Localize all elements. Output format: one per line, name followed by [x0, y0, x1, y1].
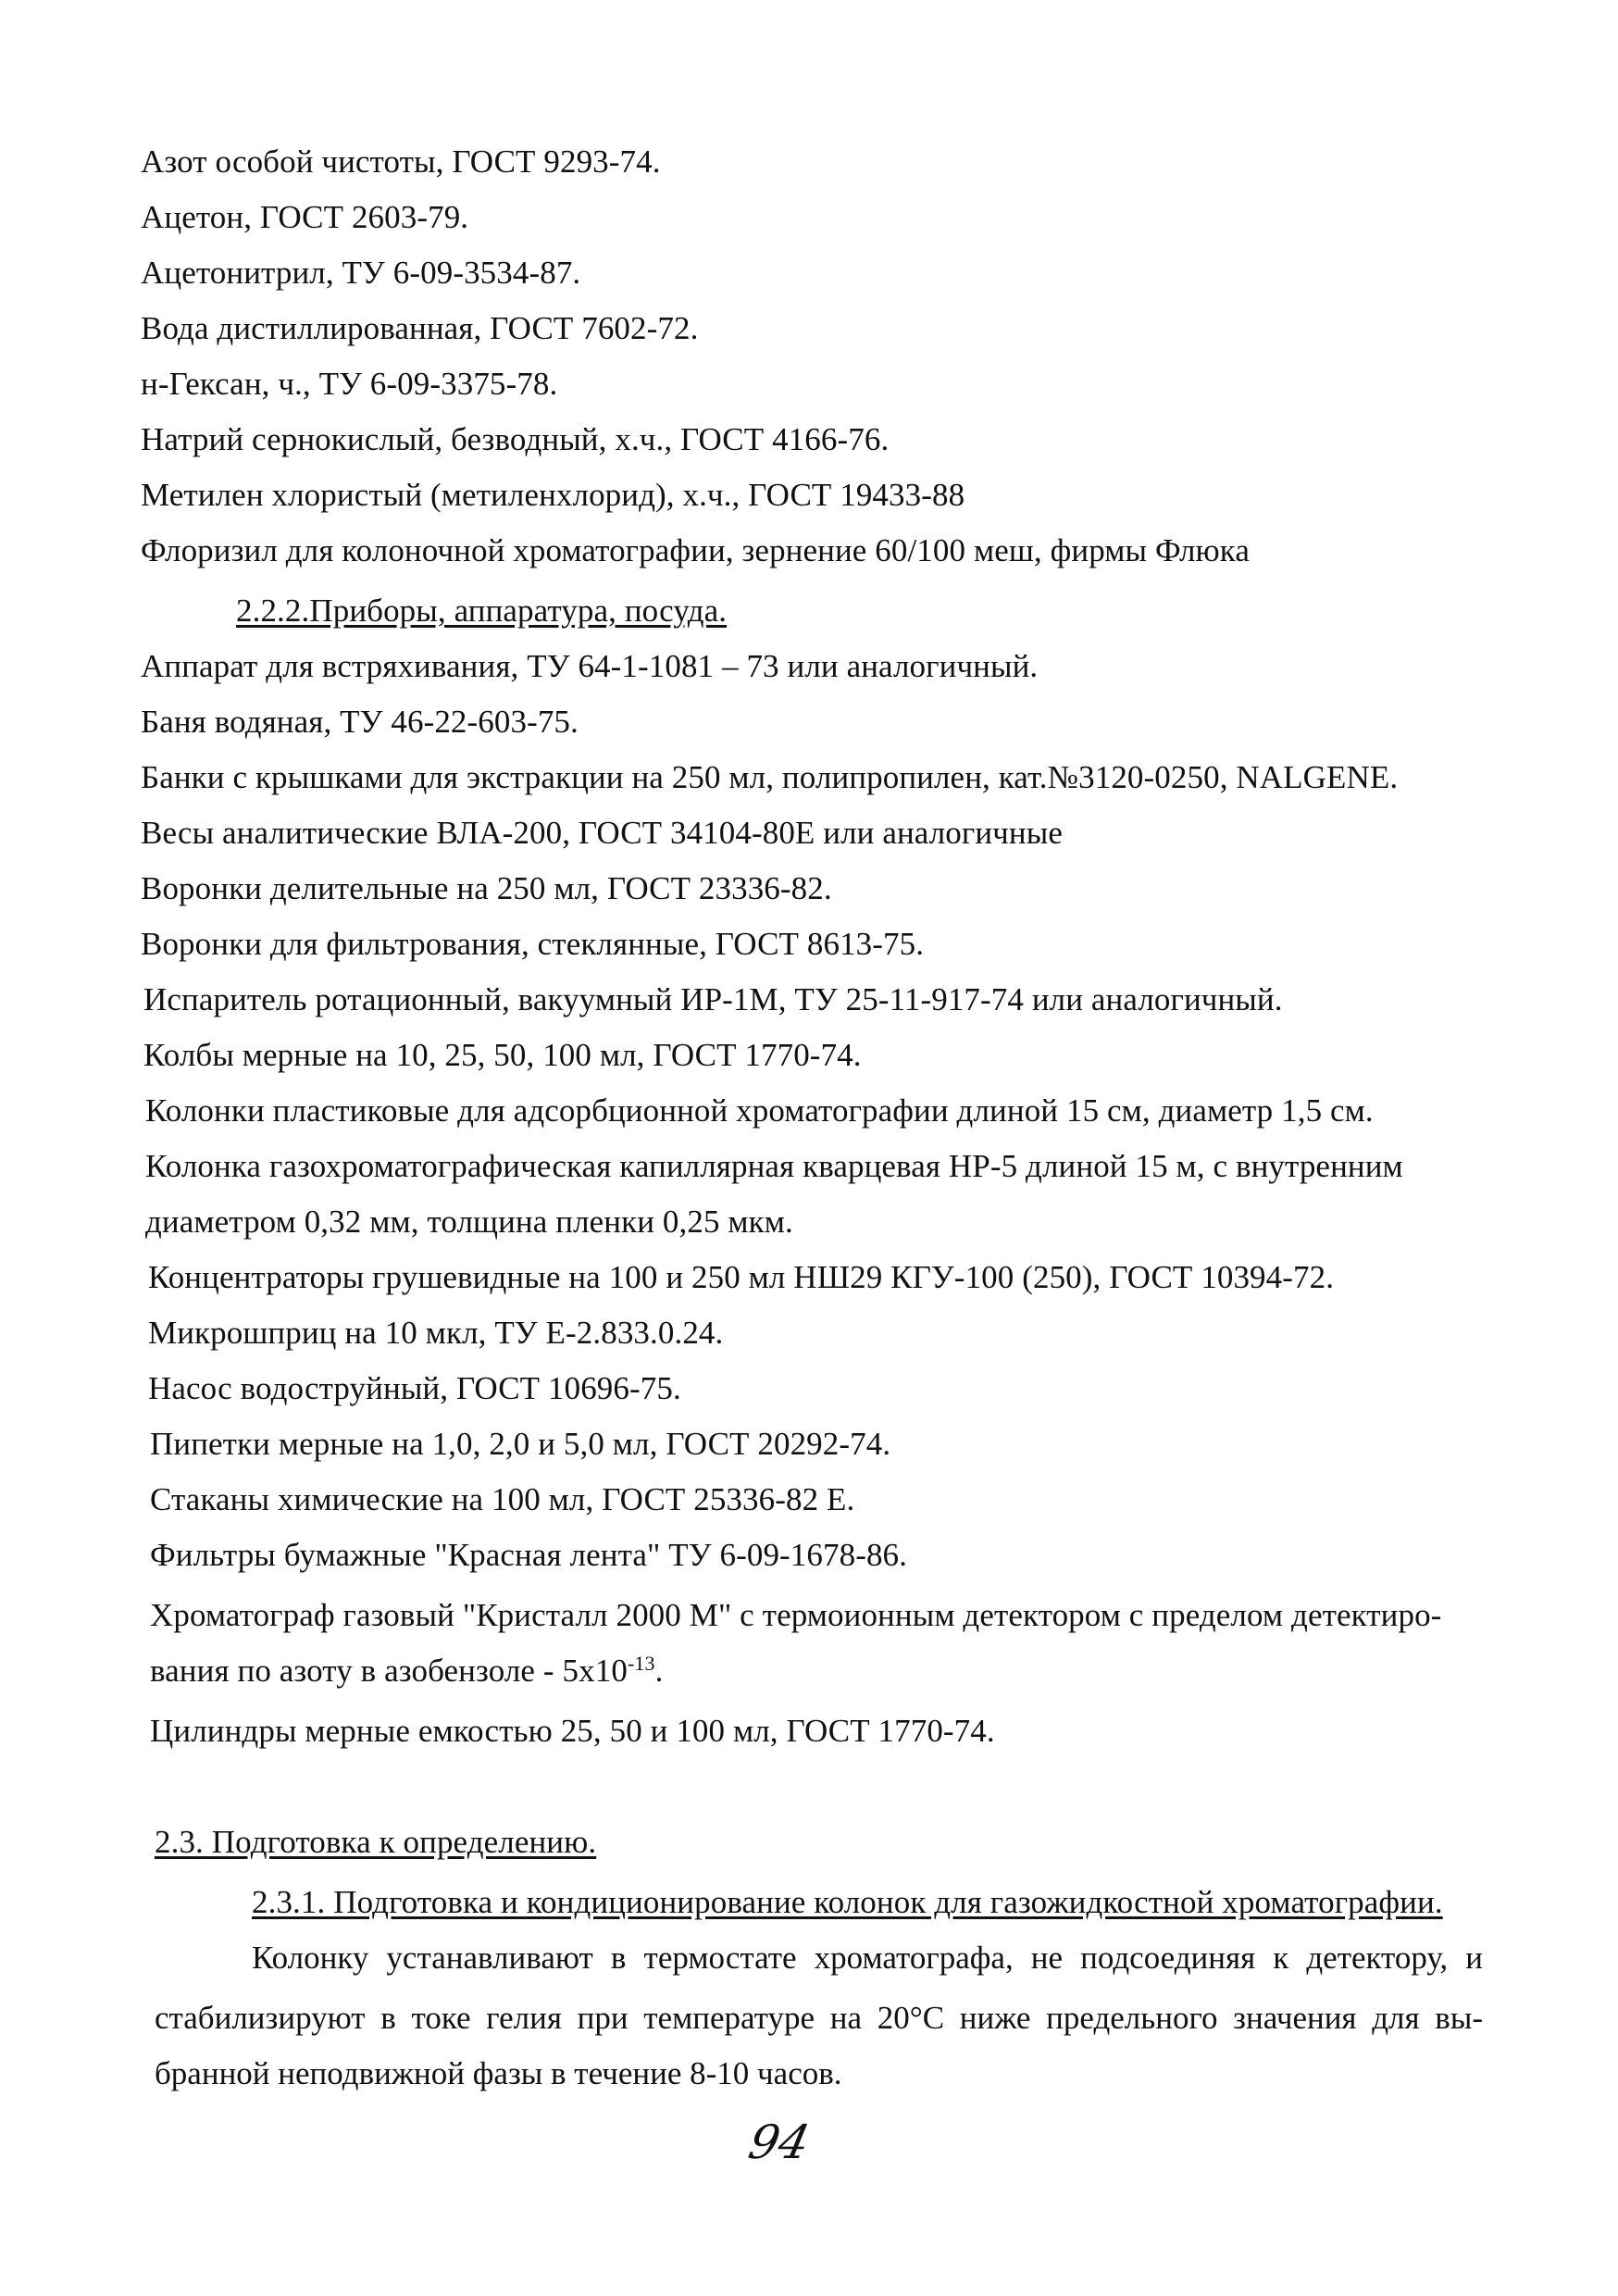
equipment-line: диаметром 0,32 мм, толщина пленки 0,25 мкм. — [145, 1204, 793, 1240]
equipment-line: Колонки пластиковые для адсорбционной хроматографии длиной 15 см, диаметр 1,5 см. — [145, 1092, 1374, 1129]
equipment-line: Микрошприц на 10 мкл, ТУ Е-2.833.0.24. — [148, 1315, 724, 1351]
equipment-line: Банки с крышками для экстракции на 250 мл, полипропилен, кат.№3120-0250, NALGENE. — [141, 759, 1399, 795]
equipment-line: Концентраторы грушевидные на 100 и 250 мл НШ29 КГУ-100 (250), ГОСТ 10394-72. — [148, 1259, 1335, 1295]
section-2-3-heading: 2.3. Подготовка к определению. — [155, 1824, 597, 1860]
detection-text: вания по азоту в азобензоле - 5х10 — [150, 1653, 628, 1689]
reagent-line: Флоризил для колоночной хроматографии, зернение 60/100 меш, фирмы Флюка — [141, 532, 1251, 568]
equipment-line: Весы аналитические ВЛА-200, ГОСТ 34104-80Е или аналогичные — [141, 815, 1063, 851]
reagent-line: Метилен хлористый (метиленхлорид), х.ч., ГОСТ 19433-88 — [141, 477, 965, 513]
equipment-line: Фильтры бумажные "Красная лента" ТУ 6-09-1678-86. — [150, 1537, 908, 1573]
equipment-line: Стаканы химические на 100 мл, ГОСТ 25336-82 Е. — [150, 1481, 855, 1517]
equipment-line: Баня водяная, ТУ 46-22-603-75. — [141, 704, 579, 740]
equipment-line: Колбы мерные на 10, 25, 50, 100 мл, ГОСТ 1770-74. — [143, 1037, 862, 1073]
detection-exponent: -13 — [627, 1652, 655, 1675]
page-number: 94 — [743, 2115, 815, 2169]
equipment-line: Воронки делительные на 250 мл, ГОСТ 23336-82. — [141, 870, 832, 906]
equipment-line: Воронки для фильтрования, стеклянные, ГОСТ 8613-75. — [141, 926, 925, 962]
equipment-line-detection — [150, 1653, 663, 1690]
reagent-line: н-Гексан, ч., ТУ 6-09-3375-78. — [141, 366, 558, 402]
equipment-line: Аппарат для встряхивания, ТУ 64-1-1081 – 73 или аналогичный. — [141, 648, 1039, 684]
reagent-line: Натрий сернокислый, безводный, х.ч., ГОСТ 4166-76. — [141, 421, 890, 457]
equipment-line: Цилиндры мерные емкостью 25, 50 и 100 мл, ГОСТ 1770-74. — [150, 1713, 995, 1749]
reagent-line: Ацетон, ГОСТ 2603-79. — [141, 199, 469, 235]
section-2-3-1-heading: 2.3.1. Подготовка и кондиционирование колонок для газожидкостной хроматографии. — [252, 1884, 1443, 1920]
section-2-2-2-heading: 2.2.2.Приборы, аппаратура, посуда. — [236, 593, 728, 629]
equipment-line: Колонка газохроматографическая капиллярная кварцевая НР-5 длиной 15 м, с внутренним — [145, 1148, 1403, 1184]
equipment-line: Хроматограф газовый "Кристалл 2000 М" с термоионным детектором с пределом детектиро- — [150, 1597, 1442, 1633]
equipment-line: Насос водоструйный, ГОСТ 10696-75. — [148, 1370, 681, 1406]
reagent-line: Азот особой чистоты, ГОСТ 9293-74. — [141, 144, 661, 180]
paragraph-line: бранной неподвижной фазы в течение 8-10 часов. — [155, 2055, 842, 2091]
equipment-line: Испаритель ротационный, вакуумный ИР-1М, ТУ 25-11-917-74 или аналогичный. — [143, 981, 1283, 1017]
paragraph-line: Колонку устанавливают в термостате хроматографа, не подсоединяя к детектору, и — [252, 1940, 1483, 1976]
reagent-line: Вода дистиллированная, ГОСТ 7602-72. — [141, 310, 699, 346]
paragraph-line: стабилизируют в токе гелия при температуре на 20°С ниже предельного значения для вы- — [155, 2000, 1483, 2036]
reagent-line: Ацетонитрил, ТУ 6-09-3534-87. — [141, 255, 581, 291]
equipment-line: Пипетки мерные на 1,0, 2,0 и 5,0 мл, ГОСТ 20292-74. — [150, 1426, 891, 1462]
detection-end: . — [654, 1653, 664, 1689]
